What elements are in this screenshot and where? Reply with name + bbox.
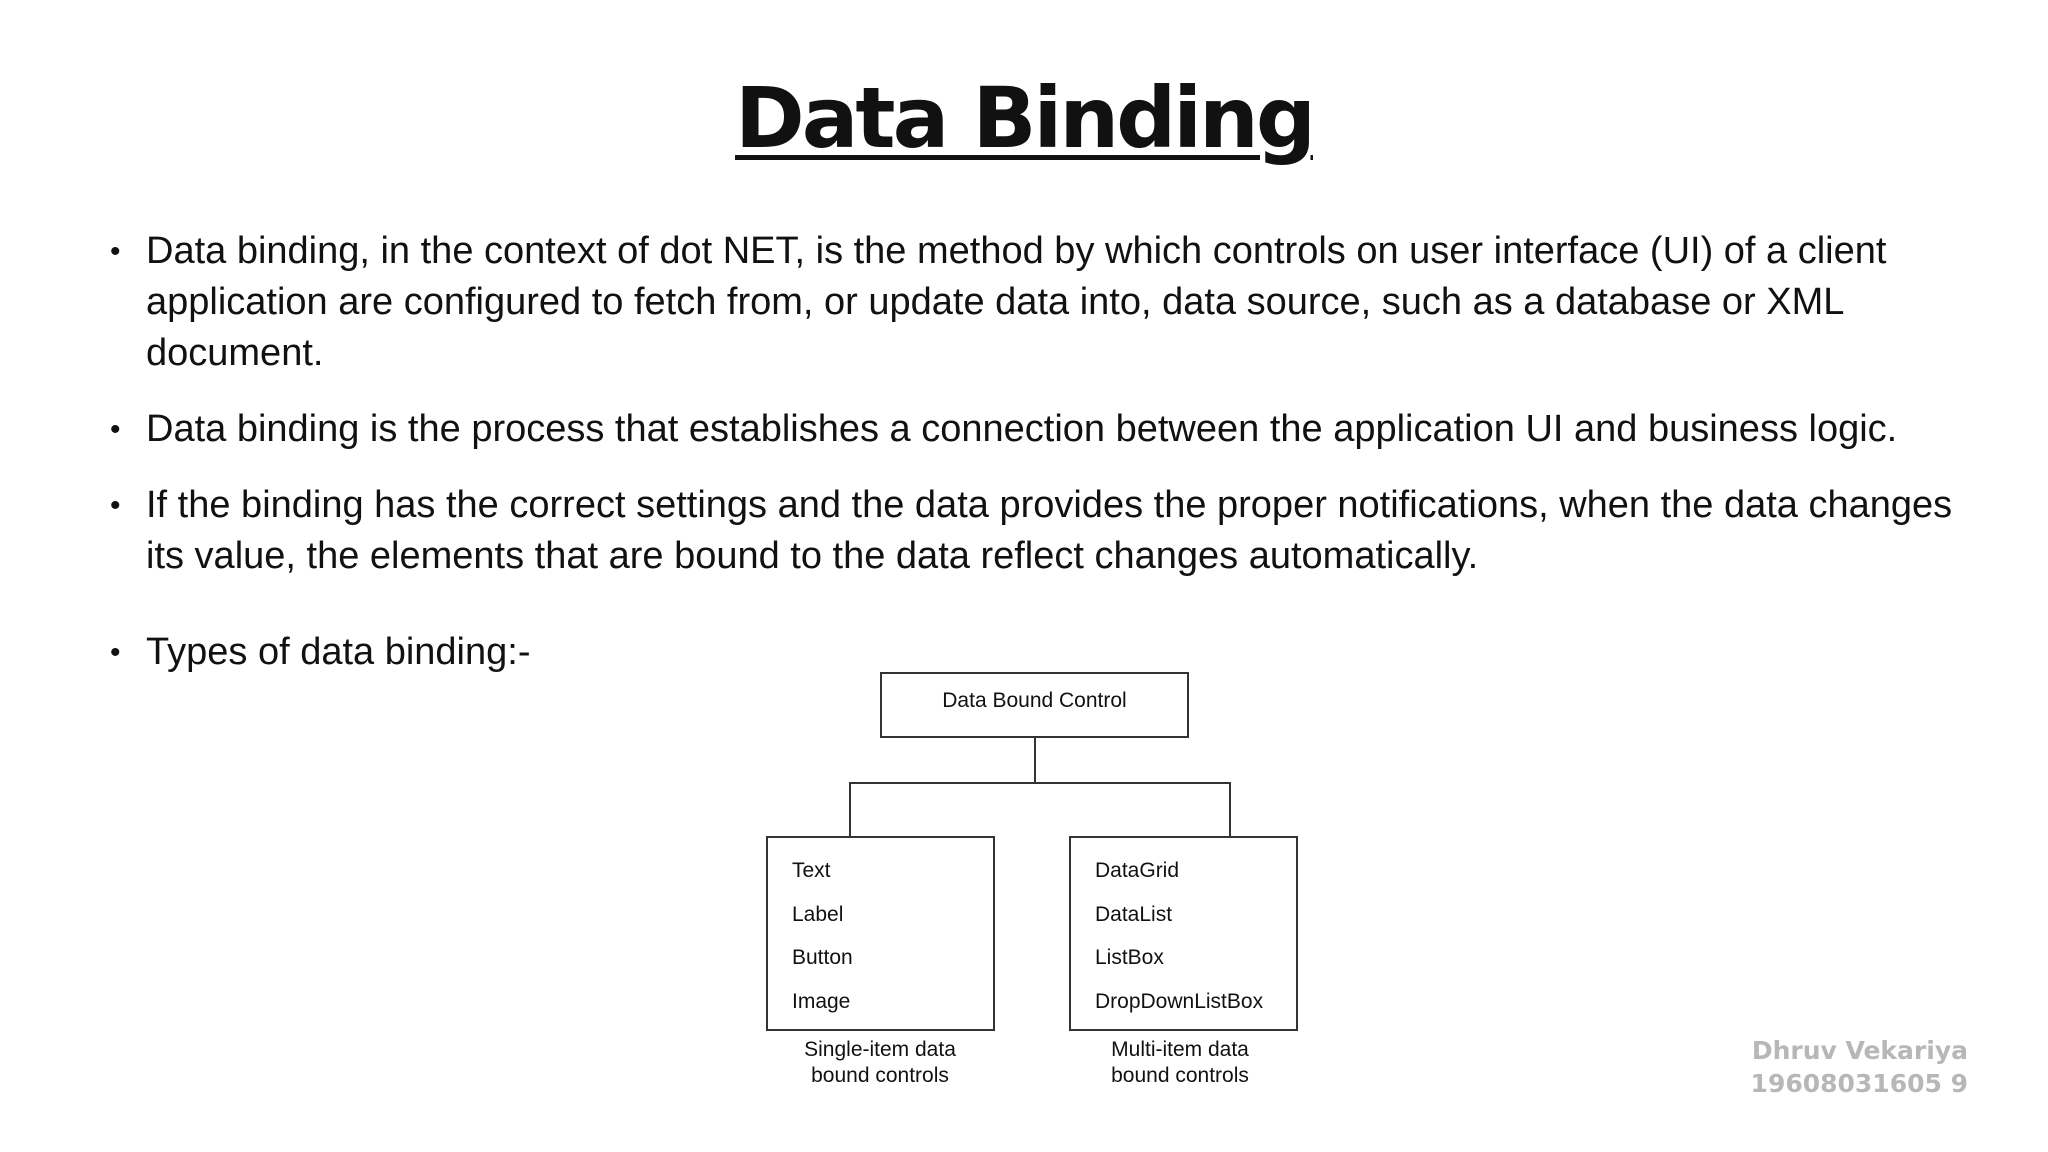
list-item: DropDownListBox xyxy=(1095,989,1264,1013)
caption-line: Multi-item data xyxy=(1111,1038,1249,1061)
bullet-text: Types of data binding:- xyxy=(146,631,531,673)
bullet-item xyxy=(106,226,1986,379)
bullet-text: Data binding is the process that establishes a connection between the application UI and business logic. xyxy=(146,408,1898,450)
bullet-text: Data binding, in the context of dot NET, is the method by which controls on user interface (UI) of a client application are configured to fetch from, or update data into, data source, such as a database or XML document. xyxy=(146,230,1887,374)
root-node-label: Data Bound Control xyxy=(942,689,1127,712)
author-id: 19608031605 9 xyxy=(1750,1069,1968,1098)
bullet-item xyxy=(106,480,1986,582)
bullet-list xyxy=(106,226,1986,678)
bullet-text: If the binding has the correct settings and the data provides the proper notifications, when the data changes its value, the elements that are bound to the data reflect changes automatically. xyxy=(146,484,1953,577)
bullet-item xyxy=(106,627,1986,678)
multi-item-controls-box xyxy=(1069,836,1298,1031)
root-node-box xyxy=(880,672,1189,738)
connector-right-drop xyxy=(1229,782,1231,837)
connector-left-drop xyxy=(849,782,851,837)
bullet-item xyxy=(106,404,1986,455)
list-item: Button xyxy=(792,946,853,969)
list-item: Text xyxy=(792,859,831,882)
author-credit xyxy=(1751,1034,1968,1100)
author-name: Dhruv Vekariya xyxy=(1751,1036,1968,1065)
caption-line: bound controls xyxy=(811,1064,949,1087)
page-title: Data Binding xyxy=(735,69,1313,167)
list-item: Image xyxy=(792,989,851,1013)
list-item: DataList xyxy=(1095,902,1173,926)
caption-line: Single-item data xyxy=(804,1038,956,1061)
caption-line: bound controls xyxy=(1111,1064,1249,1087)
list-item: ListBox xyxy=(1095,946,1164,969)
single-item-caption xyxy=(760,1037,1000,1089)
multi-item-caption xyxy=(1060,1037,1300,1089)
bullet-dot-icon: • xyxy=(110,413,121,446)
bullet-dot-icon: • xyxy=(110,489,121,522)
list-item: Label xyxy=(792,902,844,926)
single-item-controls-box xyxy=(766,836,995,1031)
connector-horizontal xyxy=(849,782,1231,784)
list-item: DataGrid xyxy=(1095,859,1180,882)
bullet-dot-icon: • xyxy=(110,636,121,669)
bullet-dot-icon: • xyxy=(110,235,121,268)
connector-root-stem xyxy=(1034,737,1036,784)
